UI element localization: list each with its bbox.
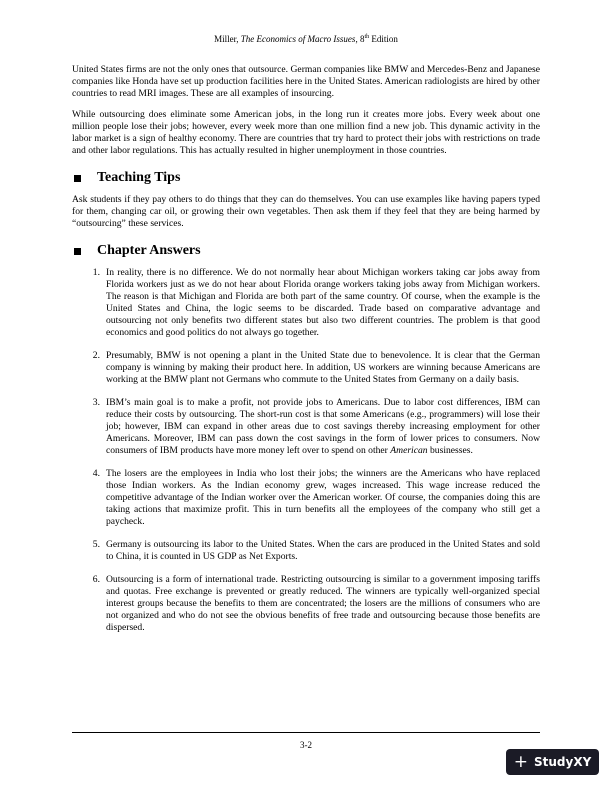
answer-number: 3.	[92, 397, 100, 408]
answer-number: 4.	[92, 468, 100, 479]
answer-text: The losers are the employees in India who lost their jobs; the winners are the Americans who have replaced those Indian workers. As the Indian economy grew, wages increased. This wage increase reduced the competitive advantage of the Indian worker over the American worker. Of course, the companies doing this are taking actions that maximize profit. This in turn benefits all the employees of the company who still get a paycheck.	[106, 468, 540, 527]
answer-text-end: businesses.	[427, 445, 473, 456]
answer-text-main: IBM’s main goal is to make a profit, not provide jobs to Americans. Due to labor cost differences, IBM can reduce their costs by outsourcing. The short-run cost is that some Americans (e.g., programmers) will lose their job; however, IBM can expand in other areas due to cost savings thereby increasing employment for other Americans. Moreover, IBM can pass down the cost savings in the form of lower prices to consumers. Now consumers of IBM products have more money left over to spend on other	[106, 397, 540, 456]
chapter-answers-list	[72, 267, 540, 634]
header-edition-post: Edition	[369, 34, 398, 44]
plus-icon: +	[513, 751, 528, 772]
answer-text: Presumably, BMW is not opening a plant in the United State due to benevolence. It is clear that the German company is winning by making their product here. In addition, US workers are winning because Americans are working at the BMW plant not Germans who commute to the United States from Germany on a daily basis.	[106, 350, 540, 385]
answer-item	[72, 267, 540, 339]
brand-name: StudyXY	[533, 755, 592, 769]
answer-text: Outsourcing is a form of international trade. Restricting outsourcing is similar to a government imposing tariffs and quotas. Free exchange is prevented or greatly reduced. The winners are typically well-organized special interest groups because the benefits to them are concentrated; the losers are the millions of consumers who are not organized and who do not see the obvious benefits of free trade and outsourcing because those benefits are dispersed.	[106, 574, 540, 633]
page-number: 3-2	[300, 740, 312, 750]
answer-text	[106, 397, 540, 457]
running-header	[0, 34, 612, 44]
answer-text: In reality, there is no difference. We do not normally hear about Michigan workers taking car jobs away from Florida workers just as we do not hear about Florida orange workers taking jobs away from Michigan workers. The reason is that Michigan and Florida are both part of the same country. Of course, when the example is the United States and China, the logic seems to be discarded. Trade based on comparative advantage and outsourcing not only benefits two different states but also two different countries. The problem is that good economics and good politics do not always go together.	[106, 267, 540, 338]
page-content	[72, 64, 540, 645]
chapter-answers-heading	[72, 243, 540, 259]
header-book-title: The Economics of Macro Issues	[240, 34, 356, 44]
intro-paragraph-outsourcing: While outsourcing does eliminate some American jobs, in the long run it creates more jobs. Every week about one million people lose their jobs; however, every week more than one million find a new job. This dynamic activity in the labor market is a sign of healthy economy. There are countries that try hard to protect their jobs with restrictions on trade and other labor regulations. This has actually resulted in higher unemployment in those countries.	[72, 109, 540, 156]
answer-item	[72, 468, 540, 528]
square-bullet-icon	[74, 248, 81, 255]
teaching-tips-title: Teaching Tips	[97, 170, 181, 185]
intro-paragraph-insourcing: United States firms are not the only ones that outsource. German companies like BMW and Mercedes-Benz and Japanese companies like Honda have set up production facilities here in the United States. American radiologists are hired by other countries to read MRI images. These are all examples of insourcing.	[72, 64, 540, 99]
answer-item	[72, 574, 540, 634]
answer-text-italic: American	[390, 445, 428, 456]
teaching-tips-text: Ask students if they pay others to do things that they can do themselves. You can use examples like having papers typed for them, changing car oil, or growing their own vegetables. Then ask them if they feel that they are being harmed by “outsourcing” these services.	[72, 194, 540, 229]
answer-item	[72, 350, 540, 386]
teaching-tips-heading	[72, 170, 540, 186]
answer-number: 2.	[92, 350, 100, 361]
studyxy-badge[interactable]	[506, 749, 599, 775]
answer-number: 1.	[92, 267, 100, 278]
answer-number: 5.	[92, 539, 100, 550]
header-author: Miller,	[214, 34, 241, 44]
answer-item	[72, 397, 540, 457]
footer-divider	[72, 732, 540, 733]
square-bullet-icon	[74, 175, 81, 182]
answer-number: 6.	[92, 574, 100, 585]
answer-text: Germany is outsourcing its labor to the United States. When the cars are produced in the United States and sold to China, it is counted in US GDP as Net Exports.	[106, 539, 540, 562]
answer-item	[72, 539, 540, 563]
chapter-answers-title: Chapter Answers	[97, 243, 201, 258]
header-edition-pre: , 8	[355, 34, 365, 44]
header-edition-sup: th	[364, 34, 370, 40]
